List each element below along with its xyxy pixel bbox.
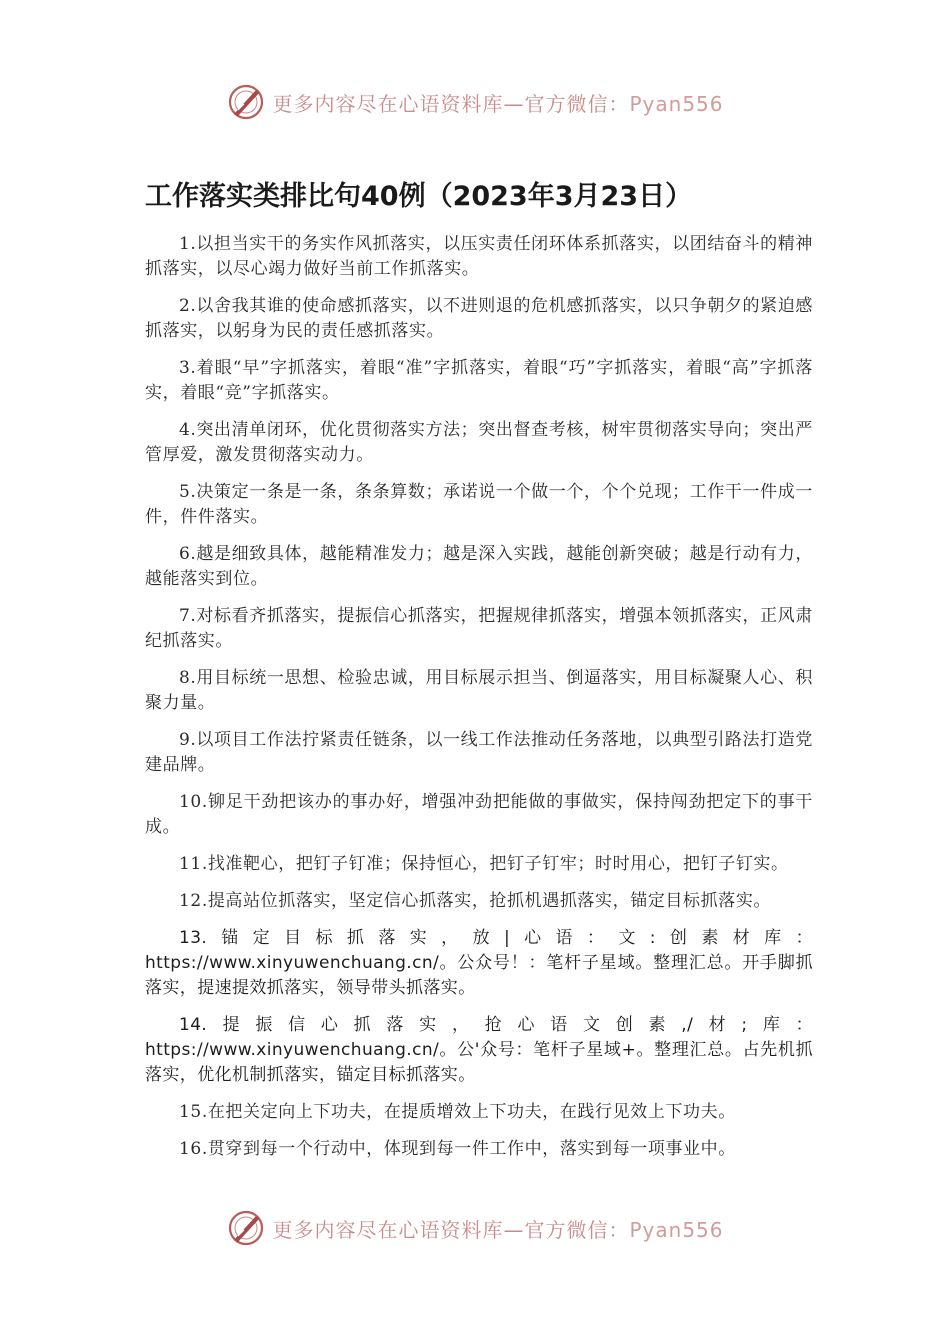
list-item: 3.着眼“早”字抓落实，着眼“准”字抓落实，着眼“巧”字抓落实，着眼“高”字抓落实，着眼“竞”字抓落实。 (145, 358, 813, 403)
list-item: 9.以项目工作法拧紧责任链条，以一线工作法推动任务落地，以典型引路法打造党建品牌。 (145, 730, 813, 775)
list-item: 8.用目标统一思想、检验忠诚，用目标展示担当、倒逼落实，用目标凝聚人心、积聚力量。 (145, 668, 813, 713)
list-item: 5.决策定一条是一条，条条算数；承诺说一个做一个，个个兑现；工作干一件成一件，件件落实。 (145, 482, 813, 527)
list-item: 4.突出清单闭环，优化贯彻落实方法；突出督查考核，树牢贯彻落实导向；突出严管厚爱，激发贯彻落实动力。 (145, 420, 813, 465)
list-item: 11.找准靶心，把钉子钉准；保持恒心，把钉子钉牢；时时用心，把钉子钉实。 (179, 854, 789, 874)
quill-logo-icon (226, 82, 266, 122)
document-title: 工作落实类排比句40例（2023年3月23日） (145, 181, 693, 212)
list-item: 16.贯穿到每一个行动中，体现到每一件工作中，落实到每一项事业中。 (179, 1139, 736, 1159)
document-body (145, 232, 813, 1174)
banner-text: 更多内容尽在心语资料库—官方微信：Pyan556 (272, 91, 724, 116)
list-item: 13.锚定目标抓落实，放|心语：文:创素材库：https://www.xinyuwenchuang.cn/。公众号！：笔杆子星域。整理汇总。开手脚抓落实，提速提效抓落实，领导带头抓落实。 (145, 928, 813, 998)
header-banner (0, 82, 950, 122)
list-item: 7.对标看齐抓落实，提振信心抓落实，把握规律抓落实，增强本领抓落实，正风肃纪抓落实。 (145, 606, 813, 651)
wechat-id: Pyan556 (629, 1217, 724, 1242)
list-item: 10.铆足干劲把该办的事办好，增强冲劲把能做的事做实，保持闯劲把定下的事干成。 (145, 792, 813, 837)
list-item: 2.以舍我其谁的使命感抓落实，以不进则退的危机感抓落实，以只争朝夕的紧迫感抓落实，以躬身为民的责任感抓落实。 (145, 296, 813, 341)
footer-banner (0, 1208, 950, 1248)
list-item: 6.越是细致具体，越能精准发力；越是深入实践，越能创新突破；越是行动有力，越能落实到位。 (145, 544, 813, 589)
list-item: 1.以担当实干的务实作风抓落实，以压实责任闭环体系抓落实，以团结奋斗的精神抓落实，以尽心竭力做好当前工作抓落实。 (145, 234, 813, 279)
wechat-id: Pyan556 (629, 91, 724, 116)
list-item: 14.提振信心抓落实，抢心语文创素,/材;库：https://www.xinyuwenchuang.cn/。公'众号：笔杆子星域+。整理汇总。占先机抓落实，优化机制抓落实，锚定目标抓落实。 (145, 1015, 813, 1085)
quill-logo-icon (226, 1208, 266, 1248)
banner-text: 更多内容尽在心语资料库—官方微信：Pyan556 (272, 1217, 724, 1242)
list-item: 15.在把关定向上下功夫，在提质增效上下功夫，在践行见效上下功夫。 (179, 1102, 736, 1122)
list-item: 12.提高站位抓落实，坚定信心抓落实，抢抓机遇抓落实，锚定目标抓落实。 (179, 891, 772, 911)
